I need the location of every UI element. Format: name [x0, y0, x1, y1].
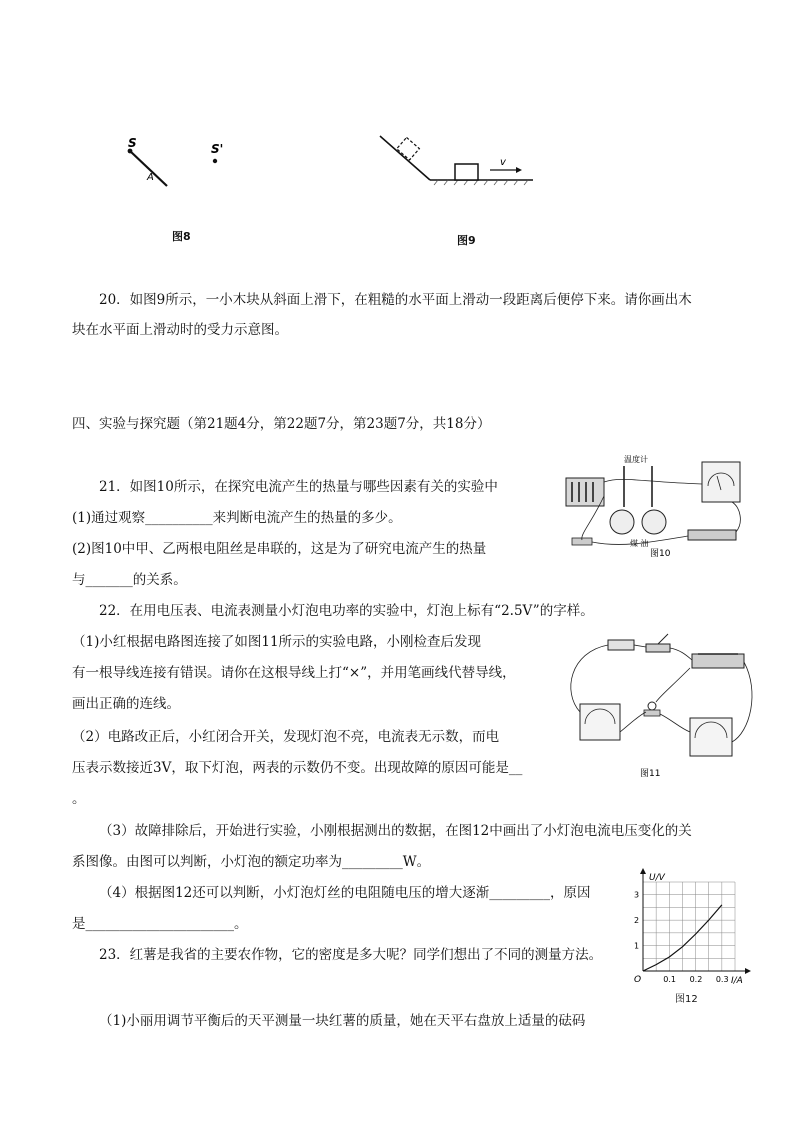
bulb	[648, 702, 656, 710]
battery	[608, 640, 634, 650]
switch	[646, 644, 670, 652]
y-tick-label: 2	[634, 916, 640, 926]
figure-12-caption: 图12	[675, 994, 698, 1005]
velocity-arrow-head	[516, 167, 522, 173]
figure-11-caption: 图11	[640, 769, 661, 779]
q23-part-1: （1)小丽用调节平衡后的天平测量一块红薯的质量，她在天平右盘放上适量的砝码	[99, 1013, 586, 1029]
figure-10-heating-apparatus	[562, 452, 747, 560]
figure-12-u-i-graph	[627, 868, 752, 990]
figure-9-incline-diagram	[378, 132, 538, 187]
q21-part-2-line-2: 与_______的关系。	[72, 572, 187, 588]
figure-8-mirror-diagram	[95, 128, 245, 193]
q23-intro: 23．红薯是我省的主要农作物，它的密度是多大呢？同学们想出了不同的测量方法。	[99, 947, 603, 963]
rheostat	[688, 530, 736, 540]
figure-9-caption: 图9	[457, 234, 476, 247]
q22-intro: 22．在用电压表、电流表测量小灯泡电功率的实验中，灯泡上标有“2.5V”的字样。	[99, 603, 594, 619]
grid	[643, 882, 735, 971]
q22-part-2-line-3: 。	[72, 791, 86, 807]
block-on-incline-dashed	[397, 137, 420, 159]
ammeter	[690, 718, 732, 756]
origin-label: O	[634, 975, 642, 985]
q22-part-4-line-2: 是______________________。	[72, 916, 248, 932]
figure-10-caption: 图10	[650, 549, 671, 559]
thermometer-label: 温度计	[624, 455, 648, 464]
q21-intro: 21．如图10所示，在探究电流产生的热量与哪些因素有关的实验中	[99, 479, 498, 495]
voltmeter	[580, 704, 620, 740]
q22-part-1-line-2: 有一根导线连接有错误。请你在这根导线上打“×”，并用笔画线代替导线，	[72, 665, 516, 681]
q21-part-1: (1)通过观察__________来判断电流产生的热量的多少。	[72, 510, 402, 526]
y-tick-label: 3	[634, 890, 640, 900]
incline-surface	[380, 136, 430, 180]
q22-part-3-line-2: 系图像。由图可以判断，小灯泡的额定功率为_________W。	[72, 854, 431, 870]
section-4-heading: 四、实验与探究题（第21题4分，第22题7分，第23题7分，共18分）	[72, 416, 491, 432]
q20-line-1: 20．如图9所示，一小木块从斜面上滑下，在粗糙的水平面上滑动一段距离后便停下来。请你画出木	[99, 292, 692, 308]
q22-part-4-line-1: （4）根据图12还可以判断，小灯泡灯丝的电阻随电压的增大逐渐_________，原因	[99, 885, 591, 901]
x-tick-label: 0.1	[663, 975, 677, 984]
kerosene-label: 煤 油	[630, 539, 649, 548]
label-v: v	[500, 157, 506, 168]
flask-right	[642, 510, 666, 534]
y-axis-label: U/V	[649, 873, 665, 883]
wooden-block	[455, 164, 478, 180]
x-tick-label: 0.3	[715, 975, 729, 984]
q22-part-2-line-2: 压表示数接近3V，取下灯泡，两表的示数仍不变。出现故障的原因可能是__	[72, 760, 523, 776]
flask-left	[610, 510, 634, 534]
q22-part-1-line-3: 画出正确的连线。	[72, 696, 180, 712]
label-a: A	[147, 172, 154, 183]
figure-11-circuit-diagram	[560, 632, 760, 782]
point-s-prime	[213, 159, 217, 163]
label-s-prime: S'	[211, 142, 224, 156]
label-s: S	[128, 136, 137, 150]
rheostat	[692, 654, 744, 668]
ammeter-meter	[702, 462, 740, 502]
x-axis-label: I/A	[731, 976, 743, 986]
q21-part-2-line-1: (2)图10中甲、乙两根电阻丝是串联的，这是为了研究电流产生的热量	[72, 541, 487, 557]
x-tick-label: 0.2	[689, 975, 703, 984]
q22-part-1-line-1: （1)小红根据电路图连接了如图11所示的实验电路，小刚检查后发现	[72, 634, 482, 650]
y-tick-label: 1	[634, 941, 640, 951]
q22-part-2-line-1: （2）电路改正后，小红闭合开关，发现灯泡不亮，电流表无示数，而电	[72, 729, 500, 745]
figure-8-caption: 图8	[172, 230, 191, 243]
q20-line-2: 块在水平面上滑动时的受力示意图。	[72, 322, 288, 338]
q22-part-3-line-1: （3）故障排除后，开始进行实验，小刚根据测出的数据，在图12中画出了小灯泡电流电压变化的关	[99, 823, 692, 839]
